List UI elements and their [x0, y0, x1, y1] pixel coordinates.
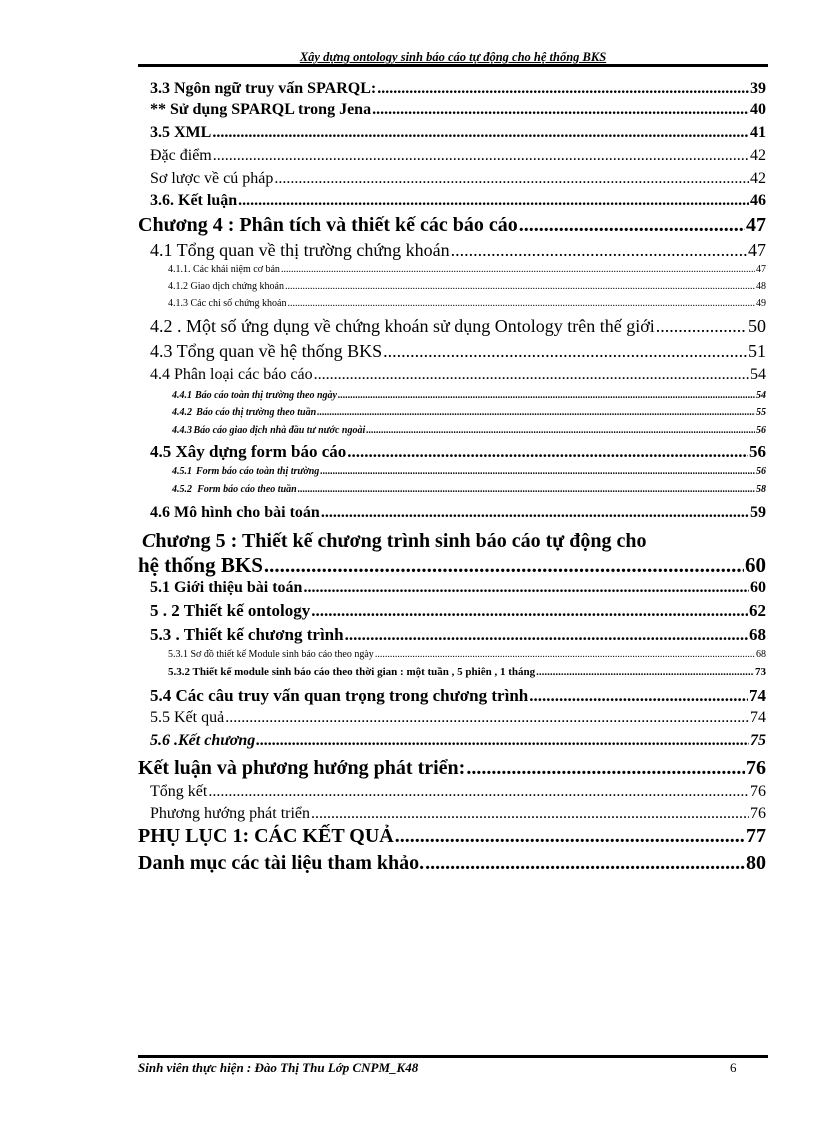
toc-entry-title: 5.3 . Thiết kế chương trình: [150, 625, 344, 644]
toc-entry-page: 74: [750, 709, 766, 726]
toc-entry-page: 39: [750, 80, 766, 97]
toc-leader: [285, 281, 755, 292]
toc-chapter-title: Kết luận và phương hướng phát triển:: [138, 757, 466, 779]
toc-subentry[interactable]: [172, 407, 766, 418]
toc-chapter-title: Chương 4 : Phân tích và thiết kế các báo cáo: [138, 214, 518, 236]
toc-entry[interactable]: [150, 192, 766, 210]
toc-leader: [314, 366, 749, 384]
toc-entry[interactable]: [150, 579, 766, 597]
toc-subentry-page: 56: [756, 425, 766, 436]
toc-chapter-page: 47: [746, 214, 766, 236]
toc-entry-title: 4.5 Xây dựng form báo cáo: [150, 442, 347, 461]
toc-chapter-page: 76: [746, 757, 766, 779]
toc-entry-title: ** Sử dụng SPARQL trong Jena: [150, 101, 372, 118]
toc-subentry[interactable]: [172, 390, 766, 401]
toc-leader: [213, 147, 749, 165]
toc-entry-title: 3.5 XML: [150, 124, 212, 141]
toc-entry[interactable]: [150, 625, 766, 645]
toc-leader: [366, 425, 755, 436]
toc-chapter-title: PHỤ LỤC 1: CÁC KẾT QUẢ: [138, 825, 394, 847]
toc-leader: [311, 601, 748, 621]
toc-subentry-number: 4.5.1: [172, 466, 192, 477]
toc-chapter-title: hệ thống BKS: [138, 553, 263, 577]
toc-entry-page: 42: [750, 147, 766, 164]
toc-entry-page: 50: [748, 316, 766, 336]
toc-entry-title: 5.5 Kết quả: [150, 709, 225, 726]
toc-entry-title: Tổng kết: [150, 783, 208, 800]
toc-leader: [519, 214, 745, 237]
toc-chapter-page: 80: [746, 852, 766, 874]
toc-subentry-page: 54: [756, 390, 766, 401]
toc-subentry-title: 5.3.1 Sơ đồ thiết kế Module sinh báo cáo theo ngày: [168, 649, 374, 660]
toc-entry-page: 47: [748, 240, 766, 260]
page-footer-author: Sinh viên thực hiện : Đào Thị Thu Lớp CNPM_K48: [138, 1060, 419, 1075]
toc-leader: [311, 805, 749, 823]
toc-entry[interactable]: [150, 783, 766, 801]
toc-entry[interactable]: [150, 442, 766, 462]
page-number: 6: [730, 1060, 737, 1075]
toc-entry-page: 40: [750, 101, 766, 118]
toc-leader: [345, 625, 748, 645]
toc-entry-page: 41: [750, 124, 766, 141]
toc-subentry-page: 73: [755, 666, 766, 678]
toc-entry[interactable]: [150, 240, 766, 261]
toc-subentry-number: 4.4.2: [172, 407, 192, 418]
toc-leader: [536, 666, 754, 678]
toc-leader: [238, 192, 749, 210]
toc-leader: [321, 504, 749, 522]
toc-chapter-page: 60: [745, 553, 766, 577]
toc-entry-page: 42: [750, 170, 766, 187]
toc-subentry[interactable]: [172, 425, 766, 436]
toc-entry-title: 5.1 Giới thiệu bài toán: [150, 579, 303, 596]
toc-entry-title: 4.6 Mô hình cho bài toán: [150, 504, 320, 521]
toc-leader: [298, 484, 755, 495]
toc-subentry-page: 68: [756, 649, 766, 660]
toc-leader: [225, 709, 749, 727]
toc-leader: [287, 298, 755, 309]
toc-leader: [372, 101, 749, 119]
toc-subentry[interactable]: [172, 484, 766, 495]
toc-entry[interactable]: [150, 316, 766, 337]
toc-subentry-title: 5.3.2 Thiết kế module sinh báo cáo theo thời gian : một tuần , 5 phiên , 1 tháng: [168, 666, 536, 678]
toc-entry[interactable]: [150, 147, 766, 165]
toc-leader: [375, 649, 755, 660]
toc-leader: [466, 757, 745, 780]
toc-entry-page: 56: [749, 442, 766, 461]
toc-leader: [656, 316, 747, 337]
toc-entry-page: 75: [750, 732, 766, 749]
toc-leader: [377, 80, 749, 98]
toc-entry[interactable]: [150, 601, 766, 621]
toc-leader: [338, 390, 755, 401]
toc-subentry[interactable]: [172, 466, 766, 477]
toc-subentry[interactable]: [168, 264, 766, 275]
toc-entry[interactable]: [150, 366, 766, 384]
toc-chapter-title-line1: [142, 530, 647, 553]
toc-entry-page: 74: [749, 686, 766, 705]
toc-entry-page: 54: [750, 366, 766, 383]
toc-entry-page: 62: [749, 601, 766, 620]
toc-chapter-initial: C: [142, 530, 156, 552]
toc-subentry-title: Báo cáo toàn thị trường theo ngày: [195, 390, 337, 401]
toc-chapter-page: 77: [746, 825, 766, 847]
toc-entry-page: 76: [750, 783, 766, 800]
toc-entry-title: 4.1 Tổng quan về thị trường chứng khoán: [150, 240, 450, 260]
toc-leader: [281, 264, 755, 275]
toc-subentry-page: 48: [756, 281, 766, 292]
toc-entry-page: 68: [749, 625, 766, 644]
toc-leader: [317, 407, 755, 418]
toc-subentry-page: 47: [756, 264, 766, 275]
toc-leader: [425, 852, 745, 875]
toc-subentry-number: 4.4.1: [172, 390, 192, 401]
toc-entry-page: 59: [750, 504, 766, 521]
toc-subentry-title: Báo cáo thị trường theo tuần: [196, 407, 317, 418]
toc-leader: [264, 553, 744, 578]
toc-entry-title: 4.4 Phân loại các báo cáo: [150, 366, 313, 383]
toc-chapter[interactable]: [138, 852, 766, 875]
toc-subentry-page: 55: [756, 407, 766, 418]
page-header-title: Xây dựng ontology sinh báo cáo tự động cho hệ thống BKS: [299, 50, 607, 64]
toc-entry-page: 60: [750, 579, 766, 596]
toc-leader: [256, 732, 749, 750]
toc-subentry[interactable]: [168, 666, 766, 678]
toc-entry-title: 5.6 .Kết chương: [150, 732, 256, 749]
toc-entry[interactable]: [150, 341, 766, 362]
header-rule: [138, 64, 768, 67]
toc-chapter[interactable]: [138, 553, 766, 578]
toc-leader: [212, 124, 749, 142]
footer-rule: [138, 1055, 768, 1058]
toc-entry[interactable]: [150, 686, 766, 706]
toc-subentry-number: 4.4.3: [172, 425, 192, 436]
toc-entry-page: 46: [750, 192, 766, 209]
toc-chapter[interactable]: [138, 825, 766, 848]
toc-chapter[interactable]: [138, 214, 766, 237]
toc-chapter[interactable]: [138, 757, 766, 780]
toc-leader: [320, 466, 755, 477]
toc-leader: [347, 442, 748, 462]
toc-entry[interactable]: [150, 732, 766, 750]
toc-entry-title: 5.4 Các câu truy vấn quan trọng trong chương trình: [150, 686, 529, 705]
toc-entry-title: Đặc điểm: [150, 147, 212, 164]
toc-subentry-title: 4.1.3 Các chỉ số chứng khoán: [168, 298, 287, 309]
toc-subentry-title: 4.1.1. Các khái niệm cơ bản: [168, 264, 280, 275]
toc-chapter-title: Danh mục các tài liệu tham khảo.: [138, 852, 425, 874]
toc-subentry-page: 49: [756, 298, 766, 309]
toc-subentry-page: 58: [756, 484, 766, 495]
toc-subentry[interactable]: [168, 298, 766, 309]
toc-leader: [303, 579, 749, 597]
toc-subentry-title: Form báo cáo theo tuần: [197, 484, 297, 495]
toc-entry[interactable]: [150, 504, 766, 522]
toc-leader: [451, 240, 747, 261]
toc-leader: [383, 341, 747, 362]
toc-leader: [274, 170, 749, 188]
toc-entry-title: 3.3 Ngôn ngữ truy vấn SPARQL:: [150, 80, 377, 97]
toc-entry-title: 3.6. Kết luận: [150, 192, 238, 209]
toc-entry-title: Sơ lược về cú pháp: [150, 170, 274, 187]
toc-subentry-title: Form báo cáo toàn thị trường: [195, 466, 320, 477]
toc-subentry[interactable]: [168, 649, 766, 660]
toc-entry-page: 51: [748, 341, 766, 361]
toc-chapter-title-rest: hương 5 : Thiết kế chương trình sinh báo cáo tự động cho: [155, 530, 647, 552]
toc-entry-title: 4.2 . Một số ứng dụng về chứng khoán sử dụng Ontology trên thế giới: [150, 316, 655, 336]
toc-entry[interactable]: [150, 170, 766, 188]
toc-entry[interactable]: [150, 80, 766, 98]
toc-subentry-title: 4.1.2 Giao dịch chứng khoán: [168, 281, 284, 292]
toc-leader: [395, 825, 745, 848]
toc-entry[interactable]: [150, 709, 766, 727]
toc-subentry-number: 4.5.2: [172, 484, 192, 495]
toc-entry[interactable]: [150, 124, 766, 142]
toc-subentry-title: Báo cáo giao dịch nhà đầu tư nước ngoài: [193, 425, 366, 436]
toc-subentry[interactable]: [168, 281, 766, 292]
toc-leader: [208, 783, 749, 801]
toc-entry-page: 76: [750, 805, 766, 822]
toc-entry-title: 5 . 2 Thiết kế ontology: [150, 601, 311, 620]
toc-subentry-page: 56: [756, 466, 766, 477]
toc-entry-title: 4.3 Tổng quan về hệ thống BKS: [150, 341, 383, 361]
toc-entry[interactable]: [150, 101, 766, 119]
toc-leader: [529, 686, 748, 706]
toc-entry-title: Phương hướng phát triển: [150, 805, 311, 822]
toc-entry[interactable]: [150, 805, 766, 823]
